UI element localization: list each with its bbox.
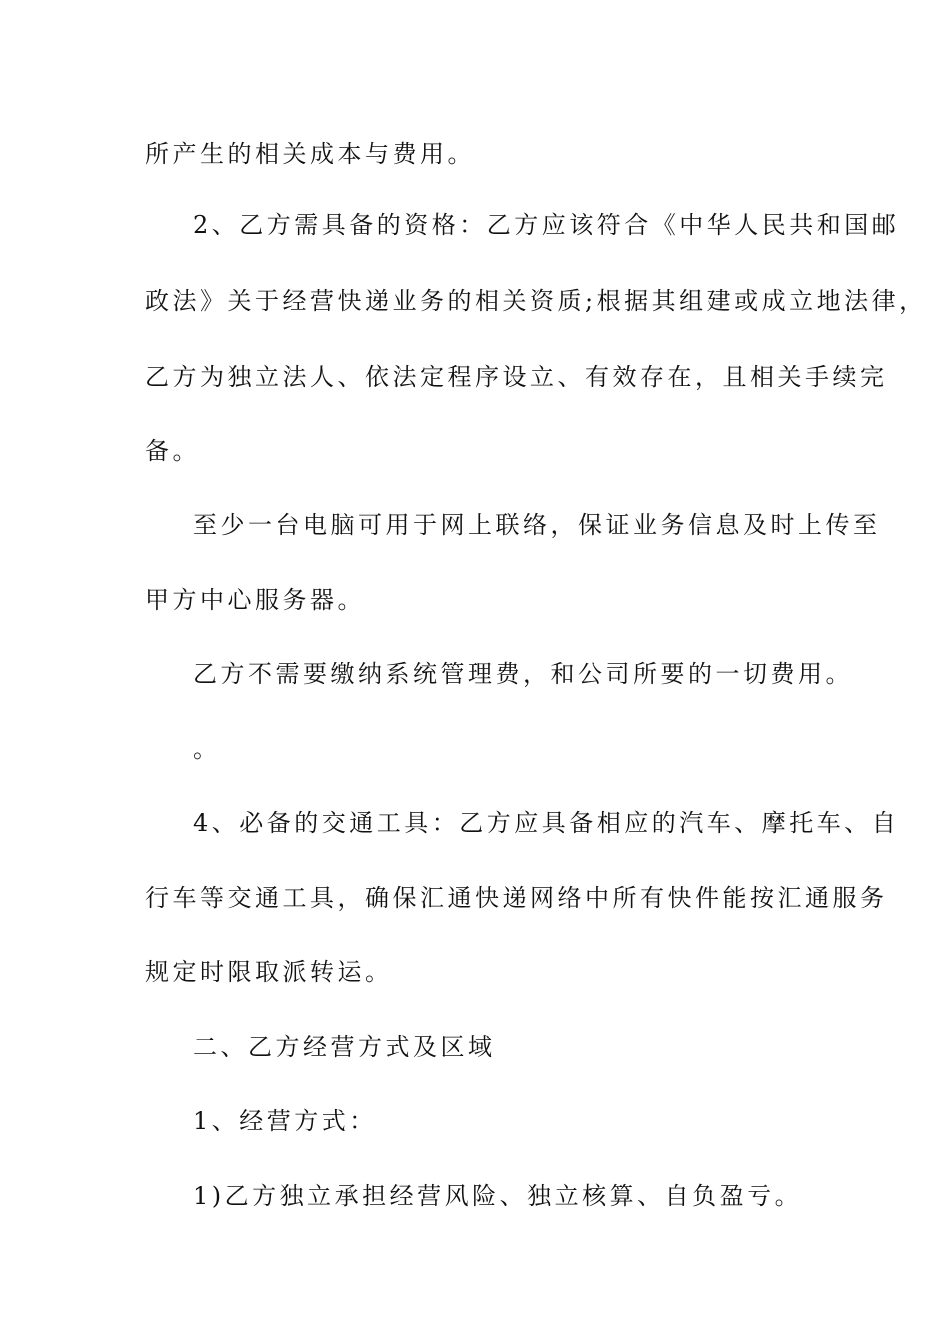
text-line-4: 乙方为独立法人、依法定程序设立、有效存在，且相关手续完 (145, 363, 888, 391)
text-line-10: 4、必备的交通工具：乙方应具备相应的汽车、摩托车、自 (193, 809, 900, 837)
text-line-1: 所产生的相关成本与费用。 (145, 140, 475, 168)
text-line-15: 1)乙方独立承担经营风险、独立核算、自负盈亏。 (193, 1182, 803, 1210)
text-line-2: 2、乙方需具备的资格：乙方应该符合《中华人民共和国邮 (193, 211, 900, 239)
text-line-8: 乙方不需要缴纳系统管理费，和公司所要的一切费用。 (193, 660, 853, 688)
text-line-12: 规定时限取派转运。 (145, 958, 393, 986)
text-line-11: 行车等交通工具，确保汇通快递网络中所有快件能按汇通服务 (145, 884, 888, 912)
text-line-7: 甲方中心服务器。 (145, 586, 365, 614)
text-line-9: 。 (193, 735, 221, 763)
text-line-14: 1、经营方式： (193, 1107, 377, 1135)
text-line-5: 备。 (145, 437, 200, 465)
text-line-6: 至少一台电脑可用于网上联络，保证业务信息及时上传至 (193, 511, 881, 539)
text-line-3: 政法》关于经营快递业务的相关资质;根据其组建或成立地法律， (145, 287, 927, 315)
section-heading: 二、乙方经营方式及区域 (193, 1033, 496, 1061)
